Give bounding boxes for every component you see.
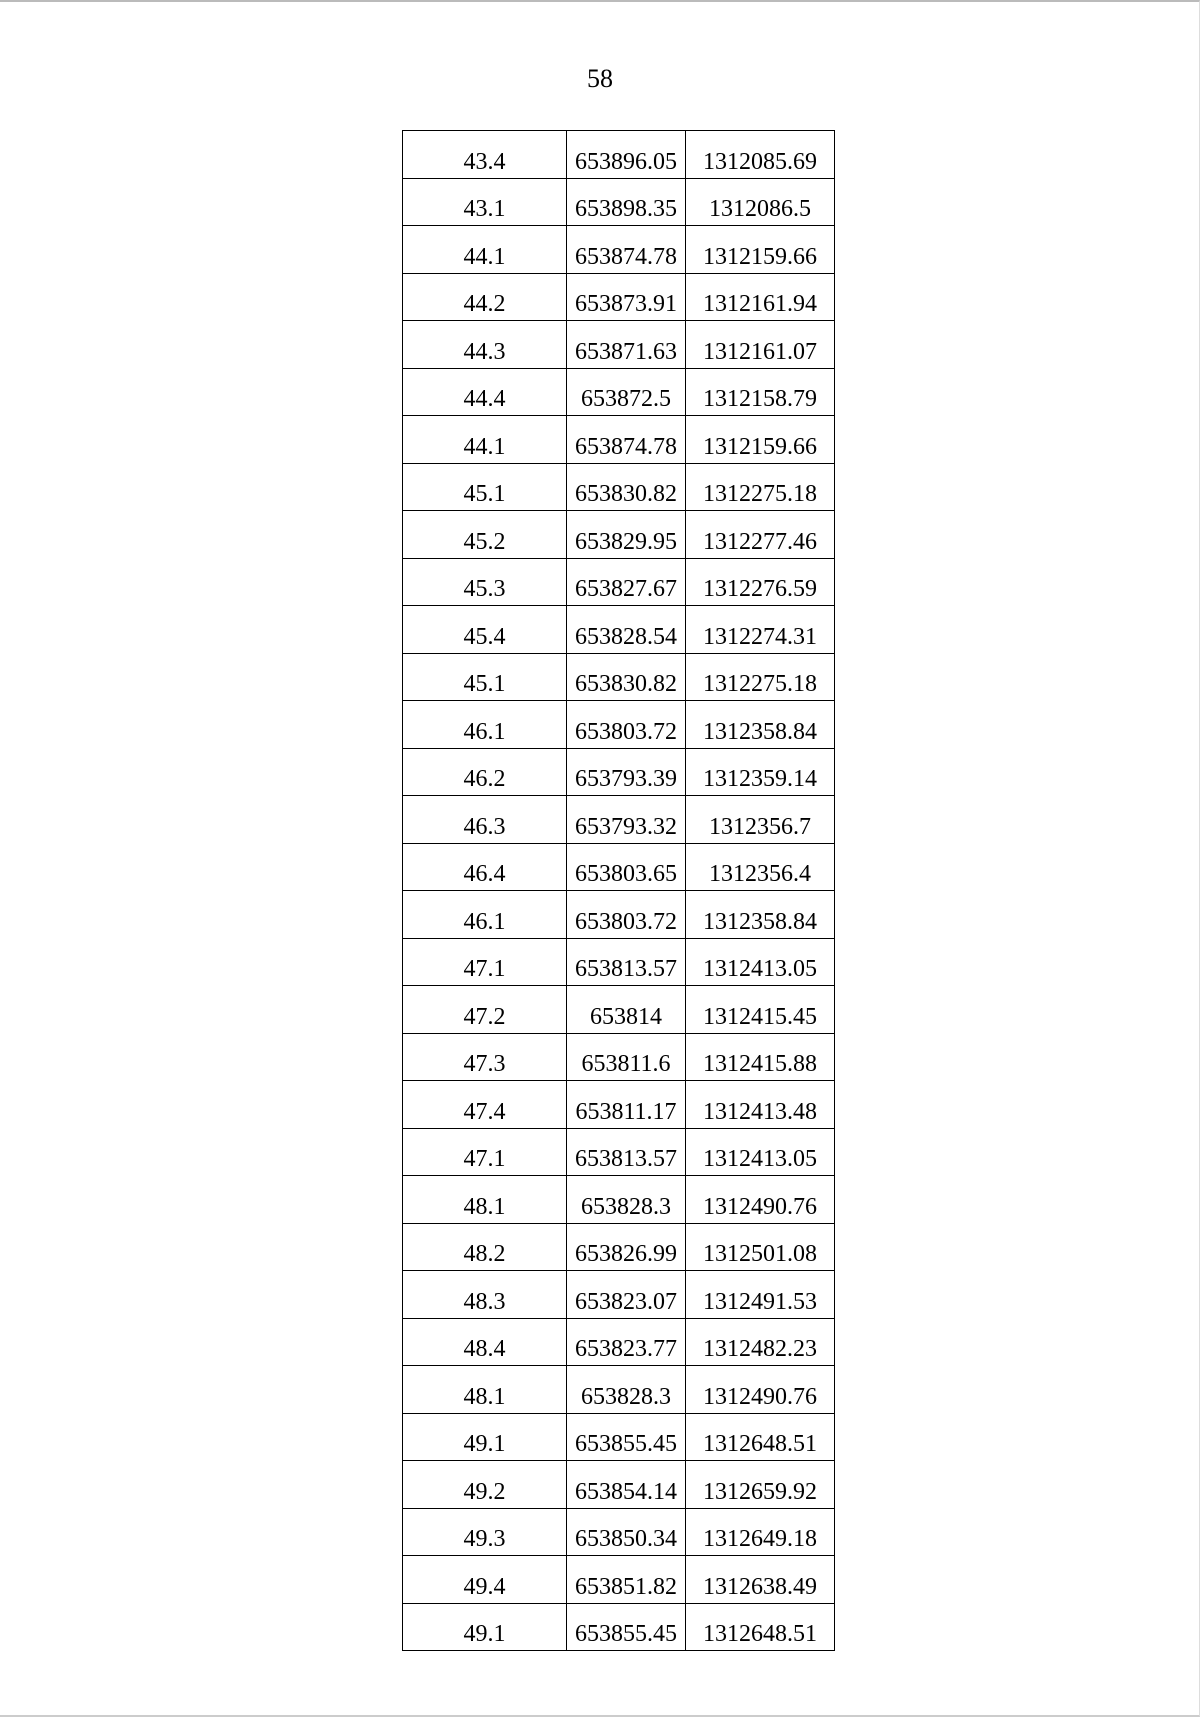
point-number-cell: 47.3 xyxy=(403,1033,567,1081)
y-coordinate-cell: 1312158.79 xyxy=(686,368,835,416)
coordinates-table-body xyxy=(403,131,835,1651)
table-row xyxy=(403,1461,835,1509)
point-number-cell: 48.1 xyxy=(403,1366,567,1414)
y-coordinate-cell: 1312276.59 xyxy=(686,558,835,606)
x-coordinate-cell: 653828.3 xyxy=(567,1176,686,1224)
y-coordinate-cell: 1312648.51 xyxy=(686,1603,835,1651)
point-number-cell: 46.3 xyxy=(403,796,567,844)
table-row xyxy=(403,1413,835,1461)
table-row xyxy=(403,1128,835,1176)
y-coordinate-cell: 1312491.53 xyxy=(686,1271,835,1319)
table-row xyxy=(403,1603,835,1651)
table-row xyxy=(403,986,835,1034)
point-number-cell: 48.2 xyxy=(403,1223,567,1271)
x-coordinate-cell: 653803.72 xyxy=(567,701,686,749)
y-coordinate-cell: 1312490.76 xyxy=(686,1366,835,1414)
point-number-cell: 45.1 xyxy=(403,653,567,701)
point-number-cell: 46.4 xyxy=(403,843,567,891)
x-coordinate-cell: 653874.78 xyxy=(567,226,686,274)
x-coordinate-cell: 653873.91 xyxy=(567,273,686,321)
table-row xyxy=(403,1223,835,1271)
table-row xyxy=(403,1366,835,1414)
x-coordinate-cell: 653823.77 xyxy=(567,1318,686,1366)
x-coordinate-cell: 653829.95 xyxy=(567,511,686,559)
table-row xyxy=(403,1033,835,1081)
table-row xyxy=(403,1556,835,1604)
x-coordinate-cell: 653827.67 xyxy=(567,558,686,606)
table-row xyxy=(403,178,835,226)
x-coordinate-cell: 653803.65 xyxy=(567,843,686,891)
table-row xyxy=(403,368,835,416)
y-coordinate-cell: 1312358.84 xyxy=(686,701,835,749)
y-coordinate-cell: 1312159.66 xyxy=(686,416,835,464)
table-row xyxy=(403,843,835,891)
x-coordinate-cell: 653872.5 xyxy=(567,368,686,416)
y-coordinate-cell: 1312359.14 xyxy=(686,748,835,796)
point-number-cell: 48.1 xyxy=(403,1176,567,1224)
y-coordinate-cell: 1312085.69 xyxy=(686,131,835,179)
x-coordinate-cell: 653898.35 xyxy=(567,178,686,226)
table-row xyxy=(403,938,835,986)
point-number-cell: 47.2 xyxy=(403,986,567,1034)
y-coordinate-cell: 1312275.18 xyxy=(686,463,835,511)
point-number-cell: 43.4 xyxy=(403,131,567,179)
y-coordinate-cell: 1312490.76 xyxy=(686,1176,835,1224)
page-number: 58 xyxy=(587,64,613,93)
table-row xyxy=(403,416,835,464)
point-number-cell: 49.4 xyxy=(403,1556,567,1604)
table-row xyxy=(403,511,835,559)
x-coordinate-cell: 653850.34 xyxy=(567,1508,686,1556)
point-number-cell: 43.1 xyxy=(403,178,567,226)
point-number-cell: 49.3 xyxy=(403,1508,567,1556)
x-coordinate-cell: 653793.32 xyxy=(567,796,686,844)
point-number-cell: 44.3 xyxy=(403,321,567,369)
x-coordinate-cell: 653851.82 xyxy=(567,1556,686,1604)
x-coordinate-cell: 653828.54 xyxy=(567,606,686,654)
table-row xyxy=(403,748,835,796)
x-coordinate-cell: 653811.17 xyxy=(567,1081,686,1129)
point-number-cell: 45.4 xyxy=(403,606,567,654)
x-coordinate-cell: 653854.14 xyxy=(567,1461,686,1509)
table-row xyxy=(403,463,835,511)
point-number-cell: 48.4 xyxy=(403,1318,567,1366)
table-row xyxy=(403,131,835,179)
point-number-cell: 45.3 xyxy=(403,558,567,606)
y-coordinate-cell: 1312356.4 xyxy=(686,843,835,891)
x-coordinate-cell: 653830.82 xyxy=(567,463,686,511)
y-coordinate-cell: 1312358.84 xyxy=(686,891,835,939)
x-coordinate-cell: 653814 xyxy=(567,986,686,1034)
point-number-cell: 49.1 xyxy=(403,1413,567,1461)
y-coordinate-cell: 1312501.08 xyxy=(686,1223,835,1271)
coordinates-table xyxy=(402,130,835,1651)
point-number-cell: 47.1 xyxy=(403,1128,567,1176)
table-row xyxy=(403,1176,835,1224)
table-row xyxy=(403,1318,835,1366)
table-row xyxy=(403,273,835,321)
table-row xyxy=(403,891,835,939)
y-coordinate-cell: 1312274.31 xyxy=(686,606,835,654)
y-coordinate-cell: 1312415.88 xyxy=(686,1033,835,1081)
table-row xyxy=(403,1508,835,1556)
point-number-cell: 45.1 xyxy=(403,463,567,511)
x-coordinate-cell: 653793.39 xyxy=(567,748,686,796)
x-coordinate-cell: 653855.45 xyxy=(567,1603,686,1651)
point-number-cell: 46.2 xyxy=(403,748,567,796)
x-coordinate-cell: 653813.57 xyxy=(567,938,686,986)
point-number-cell: 44.1 xyxy=(403,416,567,464)
table-row xyxy=(403,796,835,844)
y-coordinate-cell: 1312659.92 xyxy=(686,1461,835,1509)
y-coordinate-cell: 1312161.94 xyxy=(686,273,835,321)
x-coordinate-cell: 653828.3 xyxy=(567,1366,686,1414)
table-row xyxy=(403,701,835,749)
point-number-cell: 47.4 xyxy=(403,1081,567,1129)
point-number-cell: 45.2 xyxy=(403,511,567,559)
point-number-cell: 46.1 xyxy=(403,891,567,939)
y-coordinate-cell: 1312086.5 xyxy=(686,178,835,226)
y-coordinate-cell: 1312649.18 xyxy=(686,1508,835,1556)
x-coordinate-cell: 653826.99 xyxy=(567,1223,686,1271)
y-coordinate-cell: 1312415.45 xyxy=(686,986,835,1034)
table-row xyxy=(403,558,835,606)
y-coordinate-cell: 1312161.07 xyxy=(686,321,835,369)
y-coordinate-cell: 1312648.51 xyxy=(686,1413,835,1461)
x-coordinate-cell: 653803.72 xyxy=(567,891,686,939)
point-number-cell: 44.4 xyxy=(403,368,567,416)
table-row xyxy=(403,1081,835,1129)
y-coordinate-cell: 1312413.48 xyxy=(686,1081,835,1129)
point-number-cell: 48.3 xyxy=(403,1271,567,1319)
y-coordinate-cell: 1312413.05 xyxy=(686,1128,835,1176)
x-coordinate-cell: 653855.45 xyxy=(567,1413,686,1461)
point-number-cell: 44.2 xyxy=(403,273,567,321)
y-coordinate-cell: 1312159.66 xyxy=(686,226,835,274)
table-row xyxy=(403,226,835,274)
y-coordinate-cell: 1312413.05 xyxy=(686,938,835,986)
point-number-cell: 49.2 xyxy=(403,1461,567,1509)
x-coordinate-cell: 653823.07 xyxy=(567,1271,686,1319)
table-row xyxy=(403,606,835,654)
x-coordinate-cell: 653830.82 xyxy=(567,653,686,701)
table-row xyxy=(403,321,835,369)
point-number-cell: 46.1 xyxy=(403,701,567,749)
table-row xyxy=(403,1271,835,1319)
y-coordinate-cell: 1312356.7 xyxy=(686,796,835,844)
y-coordinate-cell: 1312482.23 xyxy=(686,1318,835,1366)
y-coordinate-cell: 1312277.46 xyxy=(686,511,835,559)
table-row xyxy=(403,653,835,701)
y-coordinate-cell: 1312638.49 xyxy=(686,1556,835,1604)
point-number-cell: 44.1 xyxy=(403,226,567,274)
y-coordinate-cell: 1312275.18 xyxy=(686,653,835,701)
x-coordinate-cell: 653871.63 xyxy=(567,321,686,369)
x-coordinate-cell: 653896.05 xyxy=(567,131,686,179)
point-number-cell: 47.1 xyxy=(403,938,567,986)
x-coordinate-cell: 653874.78 xyxy=(567,416,686,464)
point-number-cell: 49.1 xyxy=(403,1603,567,1651)
x-coordinate-cell: 653813.57 xyxy=(567,1128,686,1176)
x-coordinate-cell: 653811.6 xyxy=(567,1033,686,1081)
